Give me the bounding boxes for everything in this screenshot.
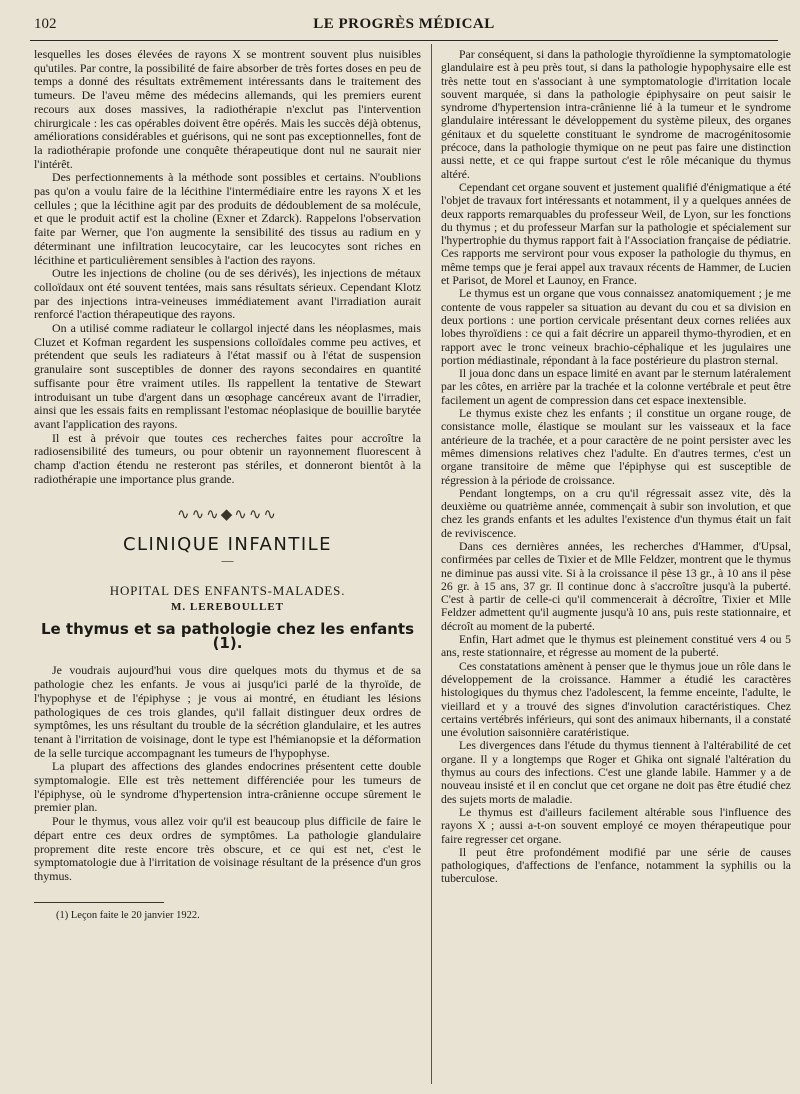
paragraph: Des perfectionnements à la méthode sont possibles et certains. N'oublions pas qu'on a voulu faire de la lécithine l'intermédiaire entre les rayons X et les cellules ; que la lécithine agit par des produits de dédoublement de sa molécule, et que le produit actif est la choline (Exner et Zdarck). Rappelons l'observation faite par Werner, que l'on augmente la sensibilité des tissus au radium en y déterminant une infiltration leucocytaire, car les leucocytes sont riches en lécithine et particulièrement sensibles à l'action des rayons. [34, 170, 421, 267]
paragraph: La plupart des affections des glandes endocrines présentent cette double symptomalogie. Elle est très nettement différenciée pour les tumeurs de l'épiphyse, où le syndrome d'hypertension intra-crânienne occupe sûrement le premier plan. [34, 759, 421, 815]
paragraph: Il joua donc dans un espace limité en avant par le sternum latéralement par les côtes, en arrière par la trachée et la colonne vertébrale et peut être facilement un agent de compression dans cet espace inextensible. [441, 367, 791, 407]
paragraph: Le thymus est un organe que vous connaissez anatomiquement ; je me contente de vous rappeler sa situation au devant du cou et sa division en deux portions : une portion cervicale présentant deux cornes reliées aux lobes thyroïdiens : ce qui a fait décrire un appareil thymo-thyrodien, et en rapport avec le tronc veineux brachio-céphalique et les jugulaires une portion médiastinale, répondant à la face postérieure du plastron sternal. [441, 287, 791, 367]
paragraph: Cependant cet organe souvent et justement qualifié d'énigmatique a été l'objet de travaux fort intéressants et notamment, il y a quelques années de deux rapports remarquables du professeur Weil, de Lyon, sur les fonctions du thymus ; et du professeur Marfan sur la pathologie et spécialement sur l'hypertrophie du thymus rapport fait à l'Association française de pédiatrie. Ces rapports me serviront pour vous exposer la pathologie du thymus, en même temps que je ferai appel aux travaux récents de Hammer, de Lucien et Parisot, de Morel et Launoy, en France. [441, 180, 791, 288]
left-column [34, 48, 421, 922]
paragraph: Ces constatations amènent à penser que le thymus joue un rôle dans le développement de la croissance. Hammer a étudié les caractères histologiques du thymus chez l'adolescent, la femme enceinte, l'adulte, le vieillard et y a trouvé des signes d'involution caractéristiques. Chez certains vertébrés inférieurs, qui sont des animaux hibernants, il a constaté une évolution saisonnière caratéristique. [441, 659, 791, 740]
paragraph: Dans ces dernières années, les recherches d'Hammer, d'Upsal, confirmées par celles de Tixier et de Mlle Feldzer, montrent que le thymus ne diminue pas aussi vite. Si à la croissance il pèse 13 gr., à 10 ans il pèse 26 gr. à 15 ans, 37 gr. Il continue donc à s'accroître jusqu'à la puberté. C'est à partir de celle-ci qu'il commencerait à décroître, Tixier et Mlle Feldzer admettent qu'il augmente jusqu'à 10 ans, puis reste stationnaire, et décroît au moment de la puberté. [441, 539, 791, 633]
paragraph: Enfin, Hart admet que le thymus est pleinement constitué vers 4 ou 5 ans, reste stationnaire, et régresse au moment de la puberté. [441, 633, 791, 660]
footnote: (1) Leçon faite le 20 janvier 1922. [56, 909, 200, 921]
paragraph: Pour le thymus, vous allez voir qu'il est beaucoup plus difficile de faire le départ entre ces deux ordres de symptômes. La pathologie glandulaire proprement dite reste encore très obscure, et ce qui est net, c'est le symptomatologie due à l'irritation de voisinage résultant de la présence d'un gros thymus. [34, 814, 421, 883]
journal-title: LE PROGRÈS MÉDICAL [313, 16, 495, 32]
section-title: CLINIQUE INFANTILE [122, 534, 333, 556]
paragraph: Le thymus est d'ailleurs facilement altérable sous l'influence des rayons X ; aussi a-t-on souvent employé ce moyen thérapeutique pour faire regresser cet organe. [441, 805, 791, 846]
hospital-heading: HOPITAL DES ENFANTS-MALADES. [109, 582, 346, 598]
ornament-divider: ∿∿∿◆∿∿∿ [177, 506, 278, 523]
footnote-rule [34, 902, 164, 903]
paragraph: lesquelles les doses élevées de rayons X se montrent souvent plus nuisibles qu'utiles. Par contre, la possibilité de faire absorber de très fortes doses en peu de temps a donné des résultats extrêmement intéressants dans le traitement des tumeurs. De l'aveu même des médecins allemands, qui les premiers eurent recours aux doses massives, la radiothérapie n'exclut pas l'intervention chirurgicale : les cas opérables doivent être opérés. Mais les succès déjà obtenus, améliorations considérables et guérisons, qui ne sont pas exceptionnelles, font de la radiothérapie profonde une conquête thérapeutique dont nul ne saurait nier l'intérêt. [34, 47, 421, 171]
author-name: M. LEREBOULLET [170, 601, 285, 614]
page-header [30, 10, 778, 41]
paragraph: Le thymus existe chez les enfants ; il constitue un organe rouge, de consistance molle, élastique se moulant sur les vaisseaux et la face antérieure de la trachée, et a pour caractère de ne point persister avec les mêmes dimensions relatives chez l'adulte. En d'autres termes, c'est un organe transitoire de même que l'épiphyse qui est susceptible de régression à la période de croissance. [441, 407, 791, 487]
page-number: 102 [34, 16, 57, 32]
section-dash: — [221, 552, 234, 567]
paragraph: Par conséquent, si dans la pathologie thyroïdienne la symptomatologie glandulaire est à peu près tout, si dans la pathologie hypophysaire elle est très nette tout en s'associant à une symptomatologie d'irritation locale souvent marquée, si dans la pathologie épiphysaire on peut saisir le syndrome d'hypertension intra-crânienne lié à la tumeur et le syndrome glandulaire intéressant le développement du système pileux, des organes génitaux et du squelette constituant le syndrome de macrogénitosomie précoce, dans la pathologie thymique on ne peut pas faire une distinction aussi nette, et ce qui frappe surtout c'est le rôle mécanique du thymus altéré. [441, 48, 791, 181]
paragraph: On a utilisé comme radiateur le collargol injecté dans les néoplasmes, mais Cluzet et Kofman regardent les suspensions colloïdales comme peu actives, et prétendent que seuls les radiateurs à l'état massif ou à l'état de suspension granulaire sont susceptibles de donner des rayons secondaires en quantité suffisante pour être vraiment utiles. Ils rappellent la tentative de Stewart introduisant un tube d'argent dans un œsophage cancéreux avant de l'irradier, ainsi que les essais faits en remplissant l'estomac néoplasique de bouillie barytée avant l'application des rayons. [34, 321, 421, 431]
paragraph: Outre les injections de choline (ou de ses dérivés), les injections de métaux colloïdaux ont été souvent tentées, mais sans résultats sérieux. Cependant Klotz par des injections intra-veineuses immédiatement avant l'irradiation aurait renforcé l'action thérapeutique des rayons. [34, 266, 421, 322]
column-divider [431, 44, 432, 1084]
right-column [441, 48, 791, 886]
paragraph: Les divergences dans l'étude du thymus tiennent à l'altérabilité de cet organe. Il y a longtemps que Roger et Ghika ont signalé l'altération du thymus au cours des infections. C'est une glande labile. Hammer y a de nouveau insisté et il en conclut que cet organe ne doit pas être étudié chez des sujets morts de maladie. [441, 739, 791, 806]
paragraph: Il est à prévoir que toutes ces recherches faites pour accroître la radiosensibilité des tumeurs, ou pour obtenir un rayonnement fluorescent à champ d'action étendu ne resteront pas stériles, et donneront bientôt à la radiothérapie une importance plus grande. [34, 430, 421, 486]
lecture-title: Le thymus et sa pathologie chez les enfants (1). [40, 620, 415, 652]
paragraph: Pendant longtemps, on a cru qu'il régressait assez vite, dès la deuxième ou quatrième année, commençait à subir son involution, et que chez les grands enfants et les adultes l'existence d'un thymus était un fait de reviviscence. [441, 486, 791, 540]
paragraph: Je voudrais aujourd'hui vous dire quelques mots du thymus et de sa pathologie chez les enfants. Je vous ai jusqu'ici parlé de la thyroïde, de l'hypophyse et de l'épiphyse ; je vous ai montré, en étudiant les lésions pathologiques de ces trois glandes, qu'il fallait distinguer deux ordres de symptômes, les uns résultant du trouble de la sécrétion glandulaire, et les autres tenant à l'irritation de voisinage, dont le type est l'hémianopsie et la déformation de la selle turcique accompagnant les tumeurs de l'hypophyse. [34, 663, 421, 760]
paragraph: Il peut être profondément modifié par une série de causes pathologiques, d'affections de l'enfance, notamment la syphilis ou la tuberculose. [441, 845, 791, 886]
